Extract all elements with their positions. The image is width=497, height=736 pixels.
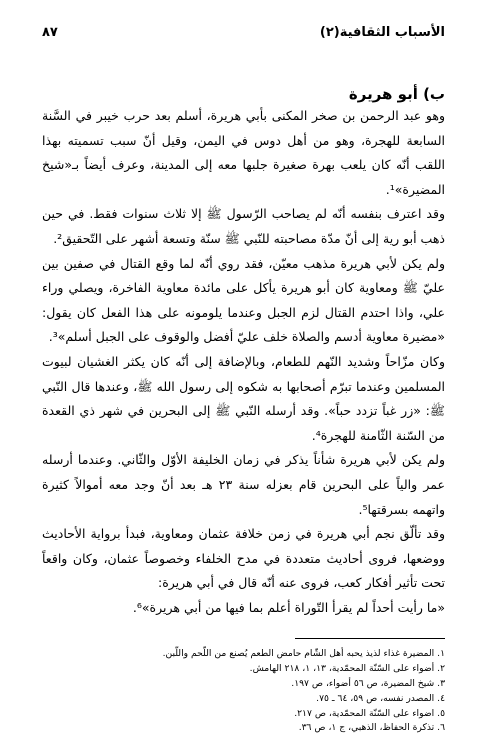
footnote-separator <box>295 638 445 639</box>
section-title: ب) أبو هريرة <box>348 85 445 103</box>
paragraph: وكان مزّاحاً وشديد النّهم للطعام، وبالإضافة إلى أنّه كان يكثر الغشيان لبيوت المسلمين وعندما تبرّم أصحابها به شكوه إلى رسول الله ﷺ، وعندها قال النّبي ﷺ: «زر غباً تزدد حباً». وقد أرسله النّبي ﷺ إلى البحرين في شهر ذي القعدة من السّنة الثّامنة للهجرة⁴. <box>42 353 445 443</box>
paragraph: ولم يكن لأبي هريرة مذهب معيّن، فقد روي أنّه لما وقع القتال في صفين بين عليّ ﷺ ومعاوية كان أبو هريرة يأكل على مائدة معاوية الفاخرة، ويصلي وراء علي، واذا احتدم القتال لزم الجبل وعندما يلومونه على هذا الفعل كان يقول: «مضيرة معاوية أدسم والصلاة خلف عليّ أفضل والوقوف على الجبل أسلم»³. <box>42 255 445 345</box>
footnote: ٥. اضواء على السّنّة المحمّدية، ص ٢١٧. <box>294 707 445 719</box>
paragraph: وهو عبد الرحمن بن صخر المكنى بأبي هريرة، أسلم بعد حرب خيبر في السَّنة السابعة للهجرة، وهو من أهل دوس في اليمن، وقيل أنّ سبب تسميته بهذا اللقب أنّه كان يلعب بهرة صغيرة جلبها معه إلى المدينة، وعرف أيضاً بـ«شيخ المضيرة»¹. <box>42 108 445 197</box>
body-text <box>42 104 445 620</box>
footnote: ٦. تذكرة الحفاظ، الذهبي، ج ١، ص ٣٦. <box>298 722 445 734</box>
paragraph: ولم يكن لأبي هريرة شأناً يذكر في زمان الخليفة الأوّل والثّاني. وعندما أرسله عمر والياً على البحرين قام بعزله سنة ٢٣ هـ بعد أنّ وجد معه أموالاً كثيرة واتهمه بسرقتها⁵. <box>42 452 445 517</box>
footnotes <box>42 647 445 736</box>
quote-paragraph: «ما رأيت أحداً لم يقرأ التّوراة أعلم بما فيها من أبي هريرة»⁶. <box>132 599 445 615</box>
running-header <box>42 22 445 42</box>
footnote: ١. المضيرة غذاء لذيذ يحبه أهل الشّام حامض الطعم يُصنع من اللّحم واللّبن. <box>162 648 445 660</box>
footnote: ٣. شيخ المضيرة، ص ٥٦ أضواء، ص ١٩٧. <box>291 678 445 690</box>
footnote: ٤. المصدر نفسه، ص ٥٩، ٦٤ ـ ٧٥. <box>316 692 445 704</box>
paragraph: وقد تألّق نجم أبي هريرة في زمن خلافة عثمان ومعاوية، فبدأ برواية الأحاديث ووضعها، فروى أحاديث متعددة في مدح الخلفاء وخصوصاً عثمان، وكان واقعاً تحت تأثير أفكار كعب، فروى عنه أنّه قال في أبي هريرة: <box>42 526 445 591</box>
page-number: ٨٧ <box>42 24 58 40</box>
footnote: ٢. أضواء على السّنّة المحمّدية، ١٣، ١، ٢١٨ الهامش. <box>249 663 445 675</box>
running-title: الأسباب الثقافية(٢) <box>319 24 445 40</box>
paragraph: وقد اعترف بنفسه أنّه لم يصاحب الرّسول ﷺ إلا ثلاث سنوات فقط. في حين ذهب أبو رية إلى أنّ مدّة مصاحبته للنّبي ﷺ سنّة وتسعة أشهر على التّحقيق². <box>42 206 445 246</box>
